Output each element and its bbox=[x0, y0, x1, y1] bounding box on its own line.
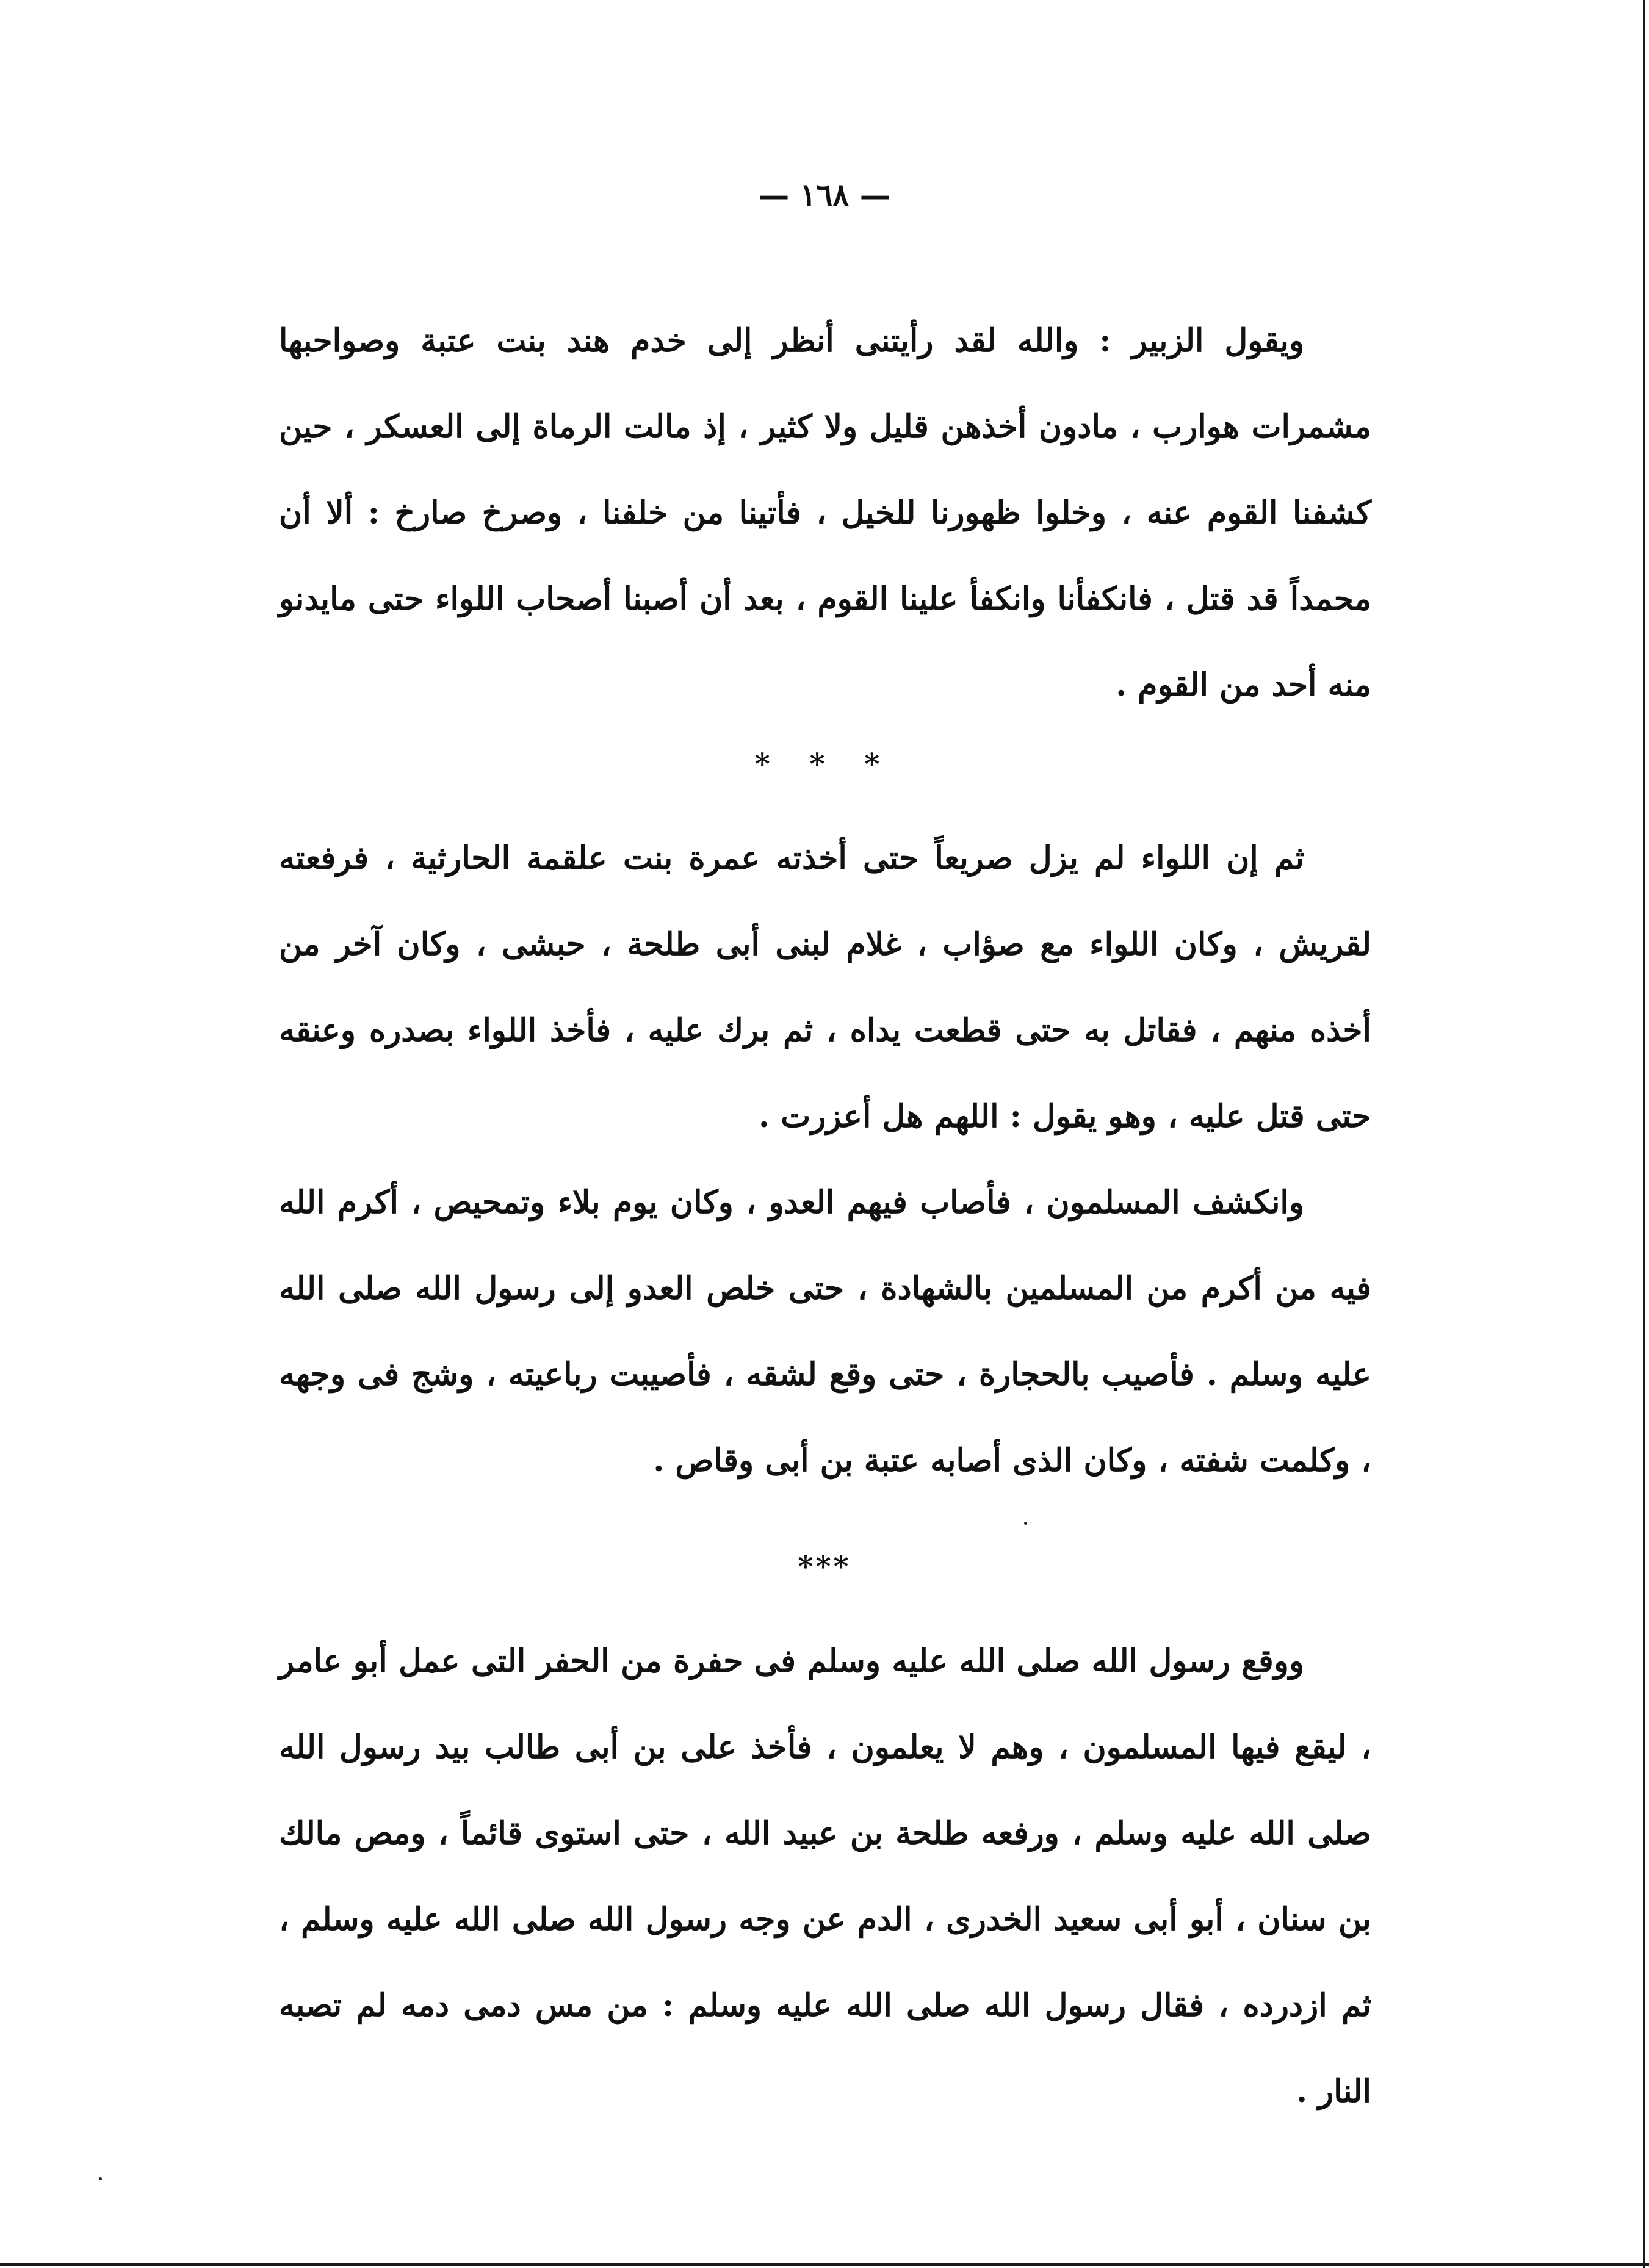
page-number: — ١٦٨ — bbox=[759, 177, 890, 213]
section-separator: *** bbox=[798, 1550, 851, 1584]
section-pit bbox=[279, 1618, 1371, 2134]
page-border-right bbox=[1643, 0, 1645, 2268]
paragraph: وانكشف المسلمون ، فأصاب فيهم العدو ، وكان يوم بلاء وتمحيص ، أكرم الله فيه من أكرم من المسلمين بالشهادة ، حتى خلص العدو إلى رسول الله صلى الله عليه وسلم . فأصيب بالحجارة ، حتى وقع لشقه ، فأصيبت رباعيته ، وشج فى وجهه ، وكلمت شفته ، وكان الذى أصابه عتبة بن أبى وقاص . bbox=[279, 1184, 1371, 1479]
section-separator: * * * bbox=[754, 747, 895, 782]
page-border-bottom bbox=[0, 2263, 1649, 2266]
paragraph: ثم إن اللواء لم يزل صريعاً حتى أخذته عمرة بنت علقمة الحارثية ، فرفعته لقريش ، وكان اللواء مع صؤاب ، غلام لبنى أبى طلحة ، حبشى ، وكان آخر من أخذه منهم ، فقاتل به حتى قطعت يداه ، ثم برك عليه ، فأخذ اللواء بصدره وعنقه حتى قتل عليه ، وهو يقول : اللهم هل أعزرت . bbox=[279, 840, 1371, 1135]
scan-speck bbox=[1024, 1522, 1027, 1525]
section-zubayr bbox=[279, 298, 1371, 728]
paragraph: ويقول الزبير : والله لقد رأيتنى أنظر إلى خدم هند بنت عتبة وصواحبها مشمرات هوارب ، مادون أخذهن قليل ولا كثير ، إذ مالت الرماة إلى العسكر ، حين كشفنا القوم عنه ، وخلوا ظهورنا للخيل ، فأتينا من خلفنا ، وصرخ صارخ : ألا أن محمداً قد قتل ، فانكفأنا وانكفأ علينا القوم ، بعد أن أصبنا أصحاب اللواء حتى مايدنو منه أحد من القوم . bbox=[279, 322, 1372, 704]
scan-speck bbox=[99, 2177, 102, 2180]
section-banner bbox=[279, 815, 1371, 1503]
paragraph: ووقع رسول الله صلى الله عليه وسلم فى حفرة من الحفر التى عمل أبو عامر ، ليقع فيها المسلمون ، وهم لا يعلمون ، فأخذ على بن أبى طالب بيد رسول الله صلى الله عليه وسلم ، ورفعه طلحة بن عبيد الله ، حتى استوى قائماً ، ومص مالك بن سنان ، أبو أبى سعيد الخدرى ، الدم عن وجه رسول الله صلى الله عليه وسلم ، ثم ازدرده ، فقال رسول الله صلى الله عليه وسلم : من مس دمى دمه لم تصبه النار . bbox=[279, 1643, 1371, 2110]
